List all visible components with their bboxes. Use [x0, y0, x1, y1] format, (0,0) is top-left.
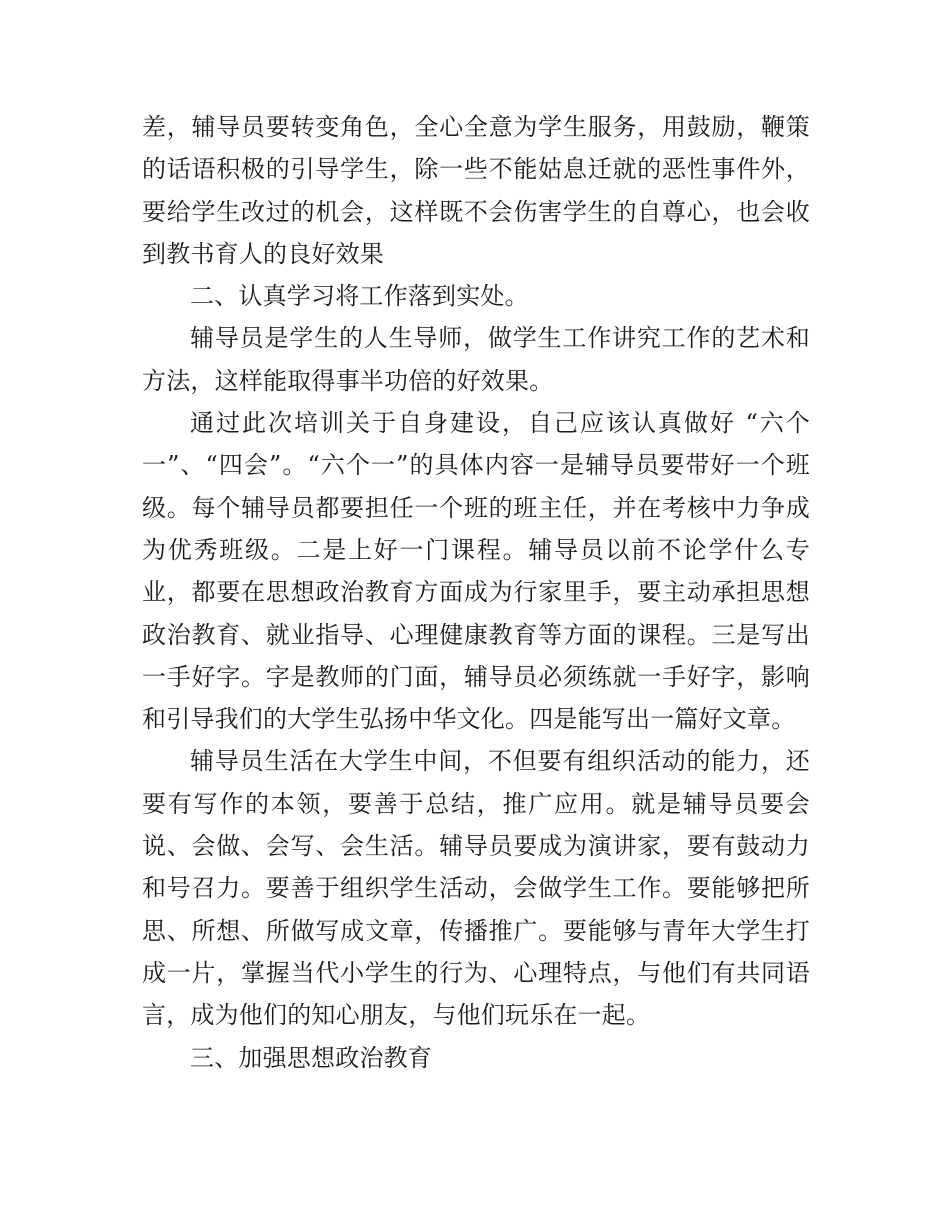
section-heading-2: 二、认真学习将工作落到实处。: [190, 282, 529, 311]
section-heading-3: 三、加强思想政治教育: [190, 1043, 432, 1072]
paragraph-four-skills: 辅导员生活在大学生中间，不但要有组织活动的能力，还要有写作的本领，要善于总结，推广应用。就是辅导员要会说、会做、会写、会生活。辅导员要成为演讲家，要有鼓动力和号召力。要善于组织学生活动，会做学生工作。要能够把所思、所想、所做写成文章，传播推广。要能够与青年大学生打成一片，掌握当代小学生的行为、心理特点，与他们有共同语言，成为他们的知心朋友，与他们玩乐在一起。: [142, 747, 810, 1030]
paragraph-continuation: 差，辅导员要转变角色，全心全意为学生服务，用鼓励，鞭策的话语积极的引导学生，除一些不能姑息迁就的恶性事件外，要给学生改过的机会，这样既不会伤害学生的自尊心，也会收到教书育人的良好效果: [142, 113, 810, 268]
paragraph-counselor-mentor: 辅导员是学生的人生导师，做学生工作讲究工作的艺术和方法，这样能取得事半功倍的好效果。: [142, 324, 810, 395]
paragraph-six-ones: 通过此次培训关于自身建设，自己应该认真做好 “六个一”、“四会”。“六个一”的具体内容一是辅导员要带好一个班级。每个辅导员都要担任一个班的班主任，并在考核中力争成为优秀班级。二是上好一门课程。辅导员以前不论学什么专业，都要在思想政治教育方面成为行家里手，要主动承担思想政治教育、就业指导、心理健康教育等方面的课程。三是写出一手好字。字是教师的门面，辅导员必须练就一手好字，影响和引导我们的大学生弘扬中华文化。四是能写出一篇好文章。: [142, 409, 810, 734]
